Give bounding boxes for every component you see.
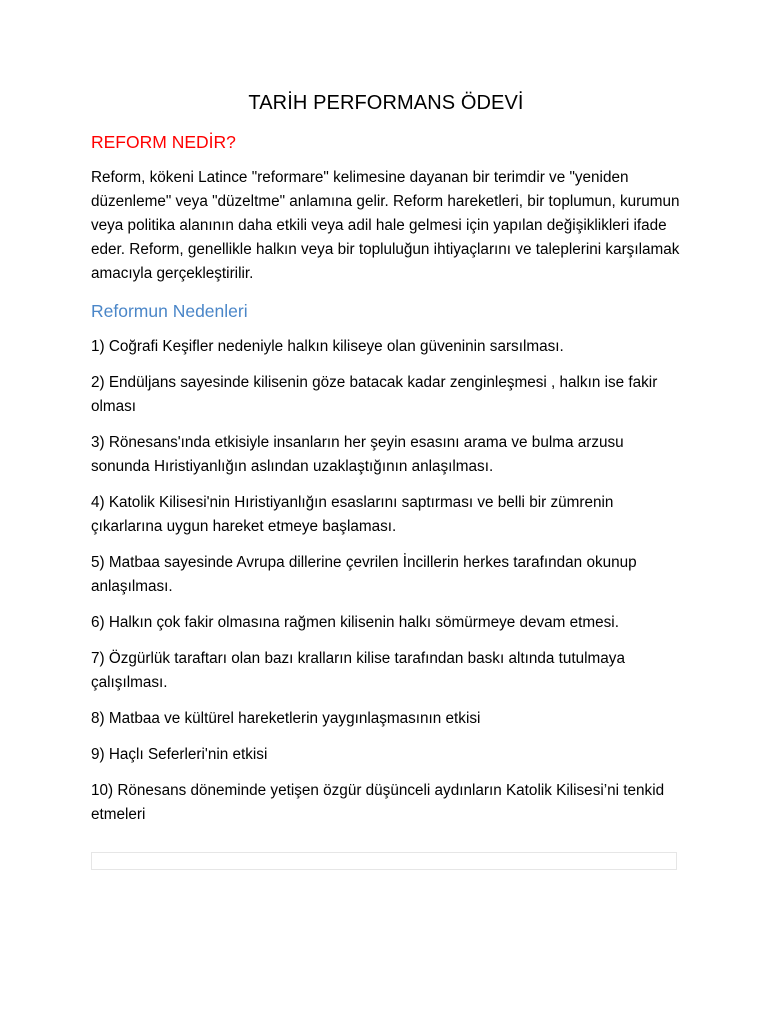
cause-item-9: 9) Haçlı Seferleri'nin etkisi bbox=[91, 746, 268, 763]
intro-paragraph: Reform, kökeni Latince "reformare" kelimesine dayanan bir terimdir ve "yeniden düzenleme" veya "düzeltme" anlamına gelir. Reform hareketleri, bir toplumun, kurumun veya politika alanının daha etkili veya adil hale gelmesi için yapılan değişiklikleri ifade eder. Reform, genellikle halkın veya bir topluluğun ihtiyaçlarını ve taleplerini karşılamak amacıyla gerçekleştirilir. bbox=[91, 169, 680, 282]
cause-item-5: 5) Matbaa sayesinde Avrupa dillerine çevrilen İncillerin herkes tarafından okunup anlaşılması. bbox=[91, 554, 637, 595]
document-body bbox=[91, 88, 681, 839]
document-title: TARİH PERFORMANS ÖDEVİ bbox=[248, 92, 524, 114]
section-heading-reform-nedir: REFORM NEDİR? bbox=[91, 132, 236, 152]
cause-item-1: 1) Coğrafi Keşifler nedeniyle halkın kiliseye olan güveninin sarsılması. bbox=[91, 338, 564, 355]
cause-item-7: 7) Özgürlük taraftarı olan bazı kralların kilise tarafından baskı altında tutulmaya çalışılması. bbox=[91, 650, 625, 691]
section-heading-reformun-nedenleri: Reformun Nedenleri bbox=[91, 301, 248, 321]
cause-item-2: 2) Endüljans sayesinde kilisenin göze batacak kadar zenginleşmesi , halkın ise fakir olması bbox=[91, 374, 658, 415]
empty-text-box bbox=[91, 852, 677, 870]
cause-item-4: 4) Katolik Kilisesi'nin Hıristiyanlığın esaslarını saptırması ve belli bir zümrenin çıkarlarına uygun hareket etmeye başlaması. bbox=[91, 494, 614, 535]
cause-item-8: 8) Matbaa ve kültürel hareketlerin yaygınlaşmasının etkisi bbox=[91, 710, 481, 727]
cause-item-10: 10) Rönesans döneminde yetişen özgür düşünceli aydınların Katolik Kilisesi’ni tenkid etmeleri bbox=[91, 782, 665, 823]
cause-item-6: 6) Halkın çok fakir olmasına rağmen kilisenin halkı sömürmeye devam etmesi. bbox=[91, 614, 619, 631]
cause-item-3: 3) Rönesans'ında etkisiyle insanların her şeyin esasını arama ve bulma arzusu sonunda Hıristiyanlığın aslından uzaklaştığının anlaşılması. bbox=[91, 434, 624, 475]
